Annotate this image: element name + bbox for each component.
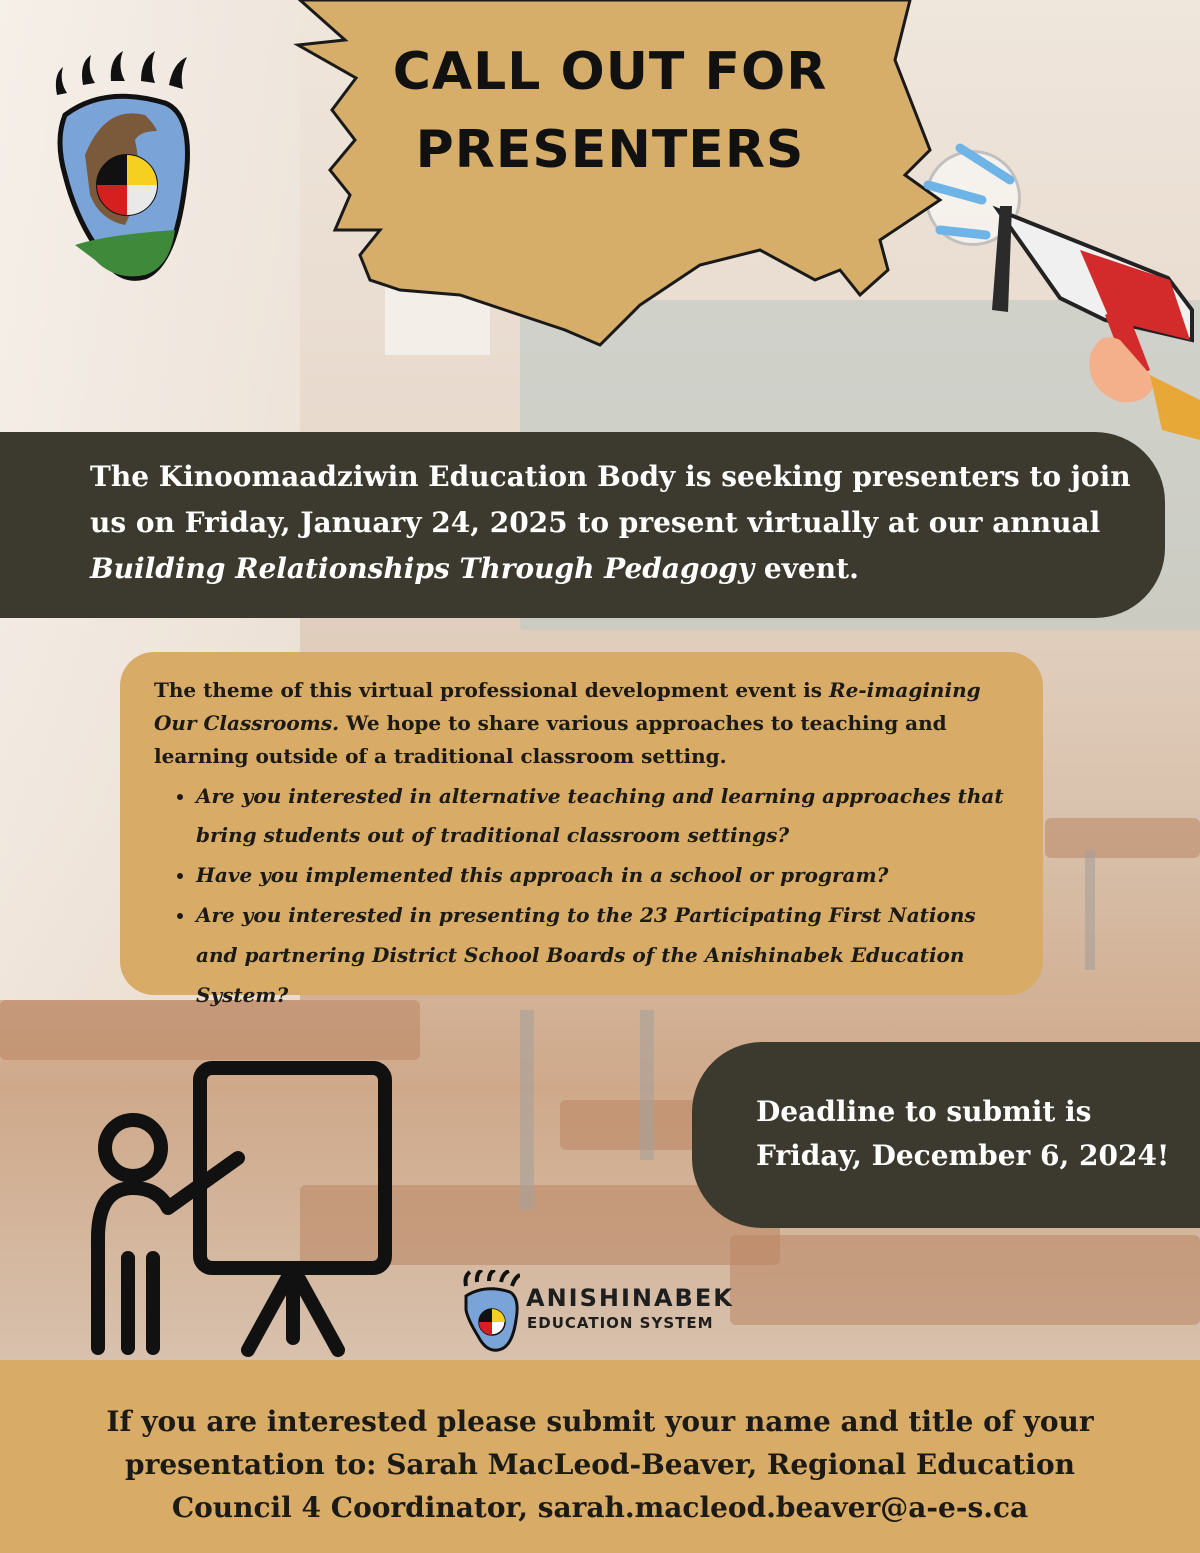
presenter-whiteboard-icon <box>88 1058 398 1360</box>
deadline-banner <box>692 1042 1200 1228</box>
list-item: • Are you interested in alternative teaching and learning approaches that bring students out of traditional classroom settings? <box>196 777 1023 855</box>
title-line-1: CALL OUT FOR <box>392 42 828 102</box>
theme-lead: The theme of this virtual professional development event is <box>154 678 829 702</box>
title-line-2: PRESENTERS <box>415 120 805 180</box>
desk <box>730 1235 1200 1325</box>
list-item: • Have you implemented this approach in a school or program? <box>196 855 1023 895</box>
aes-name: ANISHINABEK <box>526 1284 734 1312</box>
question-list <box>154 777 1023 1015</box>
intro-text-part2: event. <box>754 552 859 585</box>
theme-paragraph <box>154 674 1023 773</box>
desk-leg <box>1085 850 1095 970</box>
footer-line-3: Council 4 Coordinator, sarah.macleod.beaver@a-e-s.ca <box>171 1491 1029 1524</box>
footer-line-1: If you are interested please submit your name and title of your <box>106 1405 1094 1438</box>
intro-text-part1: The Kinoomaadziwin Education Body is seeking presenters to join us on Friday, January 24, 2025 to present virtually at our annual <box>90 460 1131 539</box>
deadline-line-1: Deadline to submit is <box>756 1095 1092 1128</box>
bear-paw-logo-icon <box>45 45 195 285</box>
event-name: Building Relationships Through Pedagogy <box>90 552 755 585</box>
desk <box>1045 818 1200 858</box>
aes-logo-icon <box>460 1270 520 1352</box>
intro-banner <box>0 432 1165 618</box>
desk-leg <box>640 1010 654 1160</box>
footer-contact <box>0 1360 1200 1553</box>
aes-subtitle: EDUCATION SYSTEM <box>527 1314 714 1332</box>
theme-rest: We hope to share various approaches to teaching and learning outside of a traditional classroom setting. <box>154 711 947 768</box>
footer-line-2: presentation to: Sarah MacLeod-Beaver, Regional Education <box>125 1448 1075 1481</box>
theme-box <box>120 652 1043 1007</box>
list-item: • Are you interested in presenting to the 23 Participating First Nations and partnering District School Boards of the Anishinabek Education System? <box>196 895 1023 1015</box>
theme-name: Re-imagining Our Classrooms. <box>154 678 981 735</box>
desk-leg <box>520 1010 534 1210</box>
megaphone-icon <box>900 140 1200 440</box>
deadline-line-2: Friday, December 6, 2024! <box>756 1139 1170 1172</box>
